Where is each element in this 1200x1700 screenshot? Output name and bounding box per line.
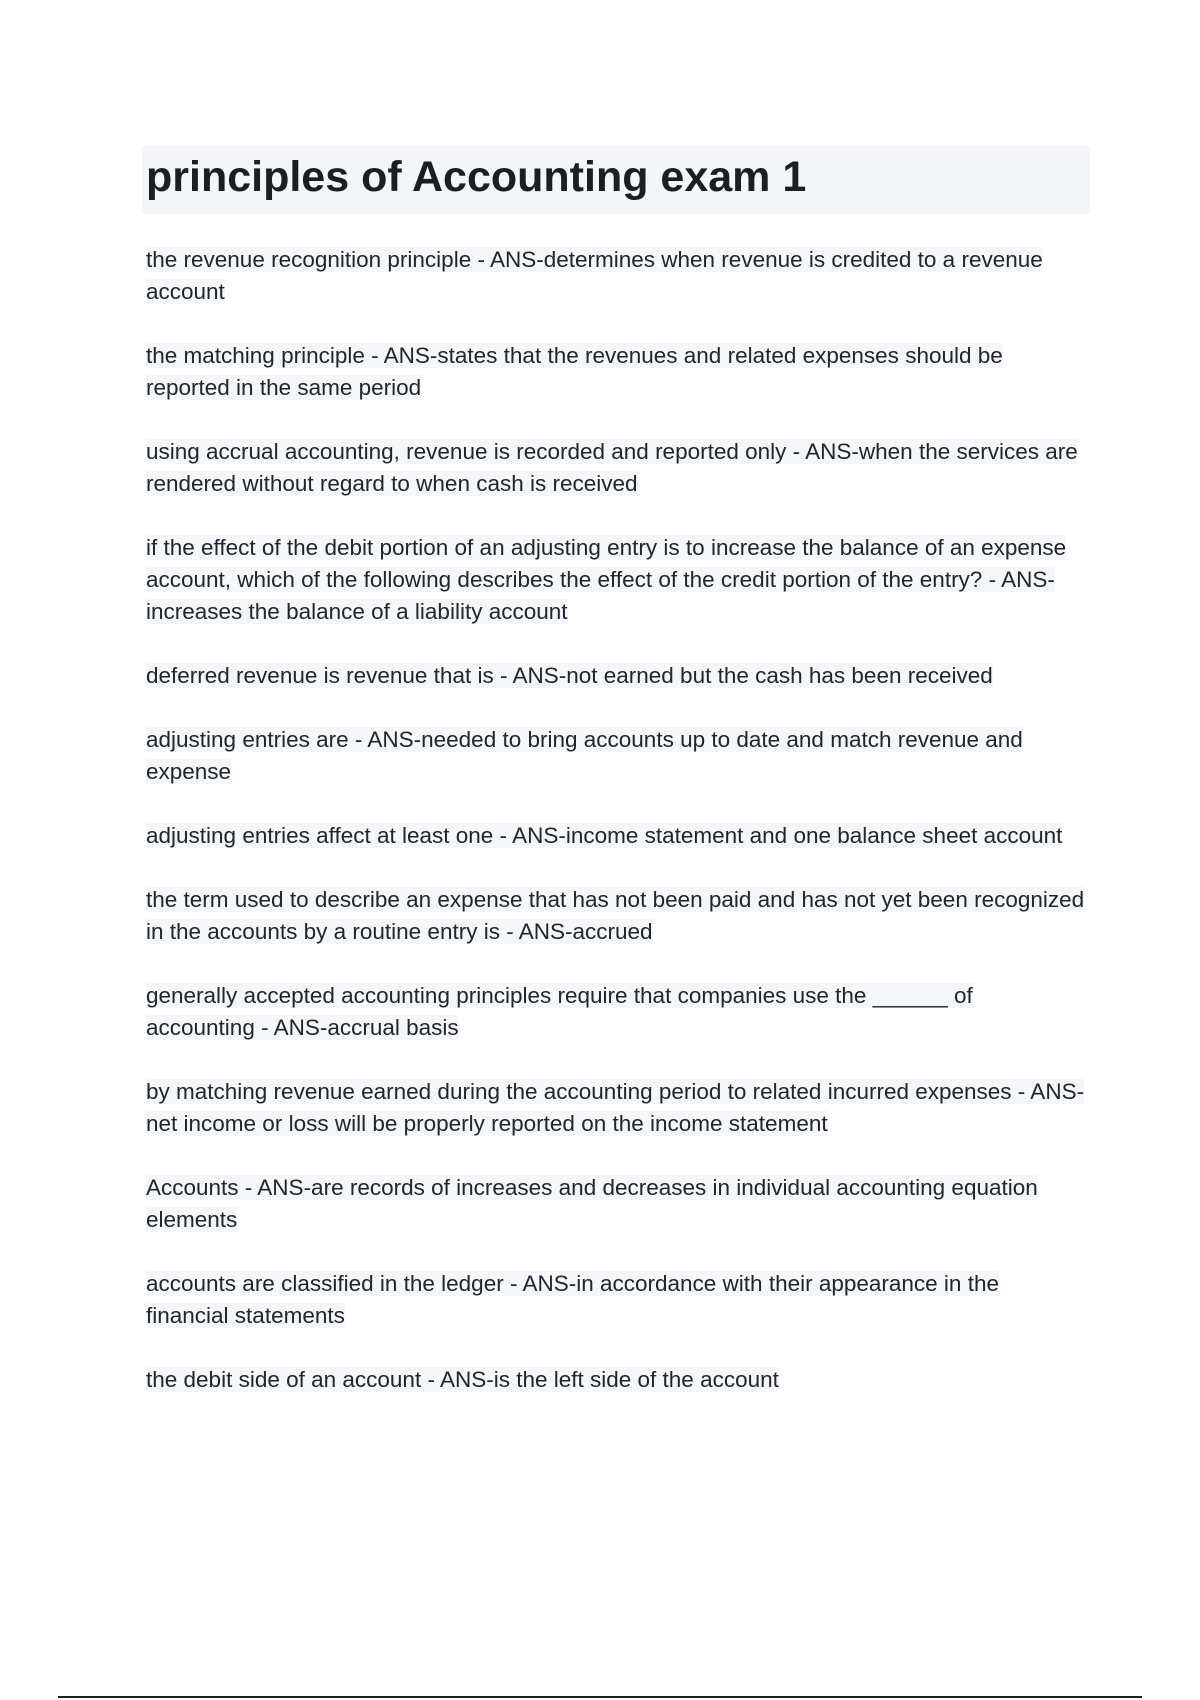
qa-item (146, 1364, 1086, 1396)
qa-item (146, 244, 1086, 308)
qa-item-text: adjusting entries affect at least one - ANS-income statement and one balance sheet account (146, 823, 1063, 848)
qa-item-text: if the effect of the debit portion of an adjusting entry is to increase the balance of an expense account, which of the following describes the effect of the credit portion of the entry? - ANS-increases the balance of a liability account (146, 535, 1067, 624)
qa-item (146, 884, 1086, 948)
qa-item (146, 820, 1086, 852)
qa-item-text: accounts are classified in the ledger - ANS-in accordance with their appearance in the financial statements (146, 1271, 999, 1328)
qa-item (146, 660, 1086, 692)
qa-item (146, 1268, 1086, 1332)
qa-item (146, 1076, 1086, 1140)
qa-item-text: deferred revenue is revenue that is - ANS-not earned but the cash has been received (146, 663, 993, 688)
qa-item-text: generally accepted accounting principles require that companies use the ______ of accounting - ANS-accrual basis (146, 983, 973, 1040)
qa-item (146, 724, 1086, 788)
qa-item (146, 532, 1086, 628)
qa-item-text: adjusting entries are - ANS-needed to bring accounts up to date and match revenue and expense (146, 727, 1023, 784)
qa-item (146, 980, 1086, 1044)
qa-item-text: using accrual accounting, revenue is recorded and reported only - ANS-when the services are rendered without regard to when cash is received (146, 439, 1078, 496)
qa-item-text: by matching revenue earned during the accounting period to related incurred expenses - ANS-net income or loss will be properly reported on the income statement (146, 1079, 1085, 1136)
qa-item-text: the debit side of an account - ANS-is the left side of the account (146, 1367, 779, 1392)
qa-item (146, 340, 1086, 404)
qa-item-text: the matching principle - ANS-states that the revenues and related expenses should be reported in the same period (146, 343, 1003, 400)
qa-item-text: Accounts - ANS-are records of increases and decreases in individual accounting equation elements (146, 1175, 1038, 1232)
qa-item-text: the revenue recognition principle - ANS-determines when revenue is credited to a revenue account (146, 247, 1043, 304)
footer-divider (58, 1696, 1142, 1698)
qa-item (146, 436, 1086, 500)
qa-list (146, 244, 1086, 1428)
page-title: principles of Accounting exam 1 (146, 153, 807, 201)
qa-item (146, 1172, 1086, 1236)
qa-item-text: the term used to describe an expense that has not been paid and has not yet been recognized in the accounts by a routine entry is - ANS-accrued (146, 887, 1085, 944)
